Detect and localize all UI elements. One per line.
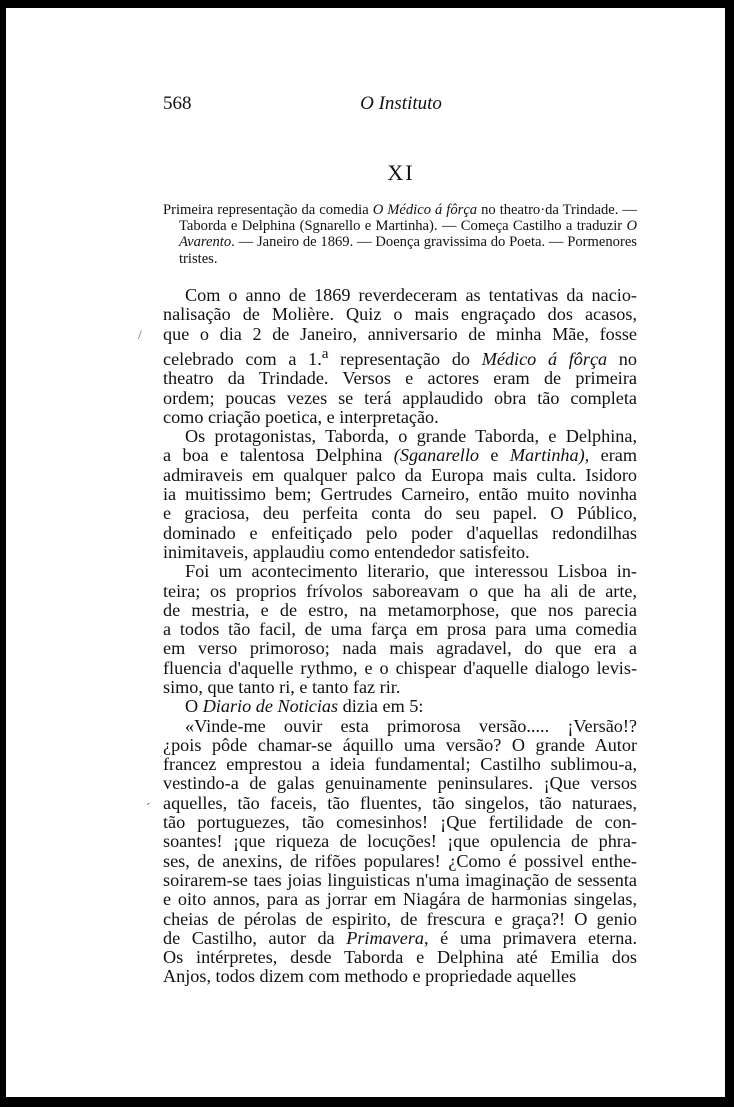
scan-border-bottom <box>0 1097 734 1107</box>
paragraph <box>163 717 637 987</box>
text-line: a todos tão facil, de uma farça em prosa para uma comedia <box>163 619 637 640</box>
text-line: tão portuguezes, tão comesinhos! ¡Que fertilidade de con- <box>163 812 637 833</box>
text-line: de Castilho, autor da Primavera, é uma primavera eterna. <box>163 927 637 948</box>
margin-tick-mark: ˊ <box>146 800 151 815</box>
text-line: de mestria, e de estro, na metamorphose, que nos parecia <box>163 599 637 620</box>
text-line: Foi um acontecimento literario, que interessou Lisboa in- <box>185 561 637 582</box>
text-line: ses, de anexins, de rifões populares! ¿Como é possivel enthe- <box>163 850 637 871</box>
text-line: francez emprestou a ideia fundamental; Castilho sublimou-a, <box>163 754 637 775</box>
text-line: Os intérpretes, desde Taborda e Delphina até Emilia dos <box>163 947 637 968</box>
chapter-summary-text: Primeira representação da comedia O Médico á fôrça no theatro·da Trindade. — Taborda e Delphina (Sgnarello e Martinha). — Começa Castilho a traduzir O Avarento. — Janeiro de 1869. — Doença gravissima do Poeta. — Pormenores tristes. <box>163 202 638 267</box>
text-line: theatro da Trindade. Versos e actores eram de primeira <box>163 368 637 389</box>
paragraph <box>163 427 637 562</box>
text-line: aquelles, tão faceis, tão fluentes, tão singelos, tão naturaes, <box>163 792 637 813</box>
text-line: como criação poetica, e interpretação. <box>163 406 439 427</box>
text-line: e graciosa, deu perfeita conta do seu papel. O Público, <box>163 503 637 524</box>
text-line: ia muitissimo bem; Gertrudes Carneiro, então muito novinha <box>163 484 637 505</box>
text-line: Com o anno de 1869 reverdeceram as tentativas da nacio- <box>185 285 637 305</box>
text-line: ¿pois pôde chamar-se áquillo uma versão? O grande Autor <box>163 734 637 755</box>
text-line: cheias de pérolas de espirito, de frescura e graça?! O genio <box>163 908 637 929</box>
text-line: e oito annos, para as jorrar em Niagára de harmonias singelas, <box>163 889 637 910</box>
text-line: Anjos, todos dizem com methodo e propriedade aquelles <box>163 966 577 987</box>
text-line: soirarem-se taes joias linguisticas n'uma imaginação de sessenta <box>163 869 637 890</box>
text-line: nalisação de Molière. Quiz o mais engraçado dos acasos, <box>163 304 637 325</box>
paragraph <box>163 286 637 427</box>
text-line: simo, que tanto ri, e tanto faz rir. <box>163 677 401 697</box>
paragraph <box>163 697 637 716</box>
text-line: ordem; poucas vezes se terá applaudido obra tão completa <box>163 387 637 408</box>
page-number: 568 <box>163 93 192 114</box>
text-line: inimitaveis, applaudiu como entendedor satisfeito. <box>163 541 530 562</box>
text-line: em verso primoroso; nada mais agradavel, do que era a <box>163 638 637 659</box>
scan-border-top <box>0 0 734 8</box>
text-line: dominado e enfeitiçado pelo poder d'aquellas redondilhas <box>163 522 637 543</box>
scan-border-left <box>0 0 6 1107</box>
chapter-heading: XI <box>387 160 415 185</box>
body-text <box>163 286 637 987</box>
text-line: celebrado com a 1.$^a$ representação do Médico á fôrça no <box>163 344 637 369</box>
text-line: soantes! ¡que riqueza de locuções! ¡que opulencia de phra- <box>163 831 637 852</box>
text-line: a boa e talentosa Delphina (Sganarello e Martinha), eram <box>163 445 637 466</box>
text-line: Os protagonistas, Taborda, o grande Taborda, e Delphina, <box>185 426 637 447</box>
running-title: O Instituto <box>360 93 442 114</box>
paragraph <box>163 562 637 697</box>
scan-border-right <box>725 0 734 1107</box>
text-line: fluencia d'aquelle rythmo, e o chispear d'aquelle dialogo levis- <box>163 657 637 678</box>
text-line: «Vinde-me ouvir esta primorosa versão..... ¡Versão!? <box>185 715 637 736</box>
text-line: que o dia 2 de Janeiro, anniversario de minha Mãe, fosse <box>163 323 637 344</box>
running-head <box>163 93 639 119</box>
text-line: O Diario de Noticias dizia em 5: <box>185 696 424 717</box>
text-line: admiraveis em qualquer palco da Europa mais culta. Isidoro <box>163 464 637 485</box>
margin-stroke-mark: / <box>138 327 142 342</box>
text-line: teira; os proprios frívolos saboreavam o que ha ali de arte, <box>163 580 637 601</box>
text-line: vestindo-a de galas genuinamente peninsulares. ¡Que versos <box>163 773 637 794</box>
chapter-summary <box>163 202 637 267</box>
